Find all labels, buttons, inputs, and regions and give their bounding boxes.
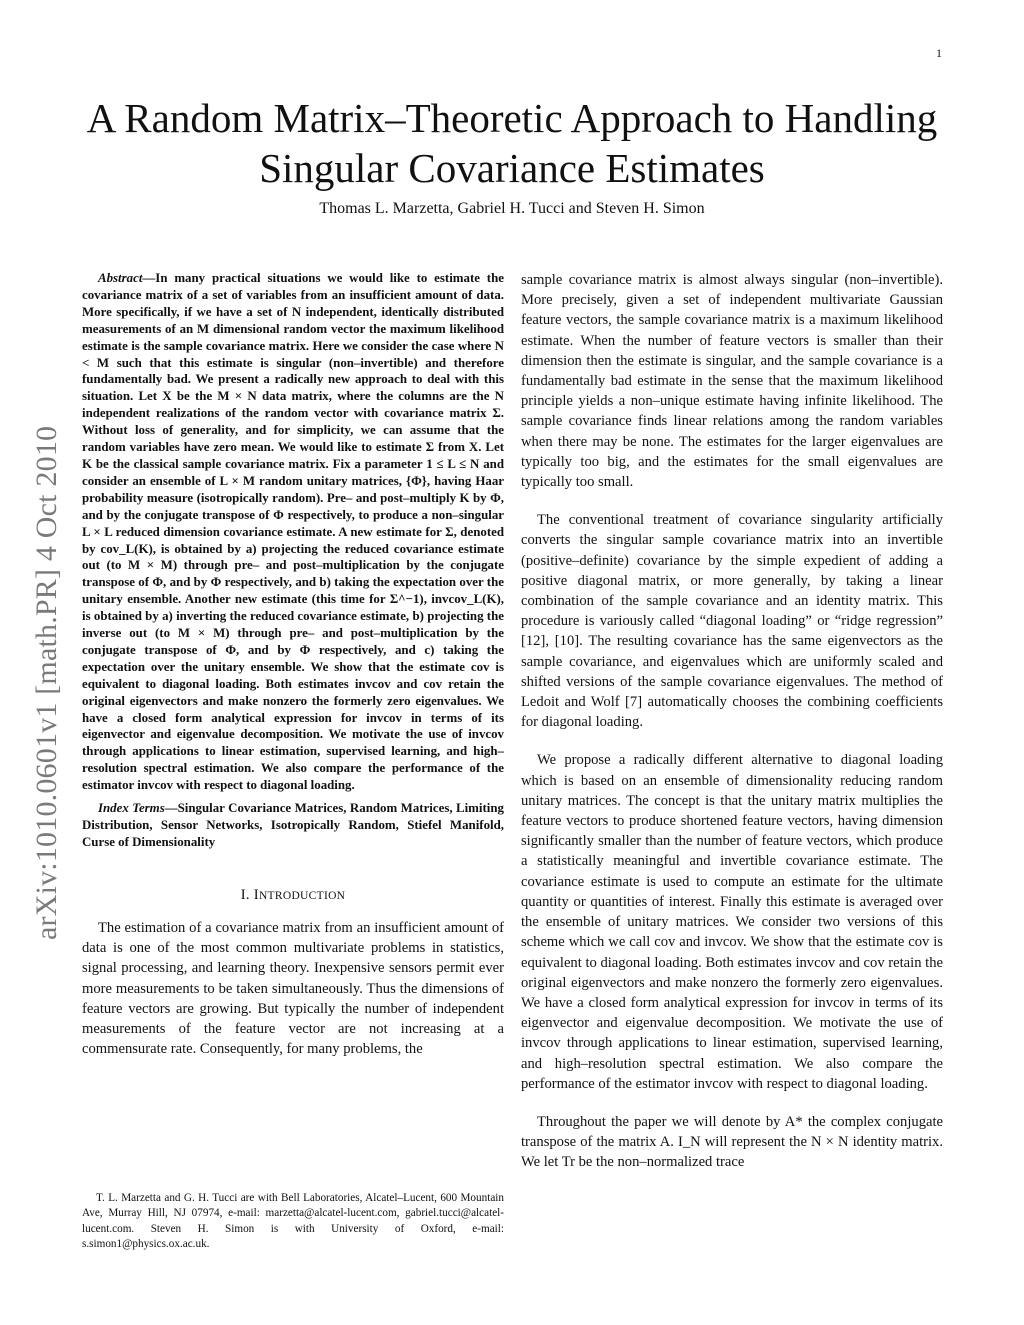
paper-title: A Random Matrix–Theoretic Approach to Handling Singular Covariance Estimates xyxy=(86,95,938,191)
author-footnote: T. L. Marzetta and G. H. Tucci are with Bell Laboratories, Alcatel–Lucent, 600 Mountain Ave, Murray Hill, NJ 07974, e-mail: marzetta@alcatel-lucent.com, gabriel.tucci@alcatel-lucent.com. Steven H. Simon is with University of Oxford, e-mail: s.simon1@physics.ox.ac.uk. xyxy=(82,1192,504,1251)
right-column xyxy=(521,270,943,1173)
abstract-text: —In many practical situations we would like to estimate the covariance matrix of a set of variables from an insufficient amount of data. More specifically, if we have a set of N independent, identically distributed measurements of an M dimensional random vector the maximum likelihood estimate is the sample covariance matrix. Here we consider the case where N < M such that this estimate is singular (non–invertible) and therefore fundamentally bad. We present a radically new approach to deal with this situation. Let X be the M × N data matrix, where the columns are the N independent realizations of the random vector with covariance matrix Σ. Without loss of generality, and for simplicity, we can assume that the random variables have zero mean. We would like to estimate Σ from X. Let K be the classical sample covariance matrix. Fix a parameter 1 ≤ L ≤ N and consider an ensemble of L × M random unitary matrices, {Φ}, having Haar probability measure (isotropically random). Pre– and post–multiply K by Φ, and by the conjugate transpose of Φ respectively, to produce a non–singular L × L reduced dimension covariance estimate. A new estimate for Σ, denoted by cov_L(K), is obtained by a) projecting the reduced covariance estimate out (to M × M) through pre– and post–multiplication by the conjugate transpose of Φ, and by Φ respectively, and b) taking the expectation over the unitary ensemble. Another new estimate (this time for Σ^−1), invcov_L(K), is obtained by a) inverting the reduced covariance estimate, b) projecting the inverse out (to M × M) through pre– and post–multiplication by the conjugate transpose of Φ, and by Φ respectively, and c) taking the expectation over the unitary ensemble. We show that the estimate cov is equivalent to diagonal loading. Both estimates invcov and cov retain the original eigenvectors and make nonzero the formerly zero eigenvalues. We have a closed form analytical expression for invcov in terms of its eigenvector and eigenvalue decomposition. We motivate the use of invcov through applications to linear estimation, supervised learning, and high–resolution spectral estimation. We also compare the performance of the estimator invcov with respect to diagonal loading. xyxy=(82,271,504,793)
paper-authors: Thomas L. Marzetta, Gabriel H. Tucci and Steven H. Simon xyxy=(319,200,705,217)
right-paragraph-1: sample covariance matrix is almost always singular (non–invertible). More precisely, given a set of independent multivariate Gaussian feature vectors, the sample covariance matrix is a maximum likelihood estimate. When the number of feature vectors is smaller than their dimension then the estimate is singular, and the sample covariance is a fundamentally bad estimate in the sense that the maximum likelihood principle yields a non–unique estimate having infinite likelihood. The sample covariance finds linear relations among the random variables when there may be none. The estimates for the larger eigenvalues are typically too big, and the estimates for the small eigenvalues are typically too small. xyxy=(521,272,943,491)
right-paragraph-2: The conventional treatment of covariance singularity artificially converts the singular sample covariance matrix into an invertible (positive–definite) covariance by the simple expedient of adding a positive diagonal matrix, or more generally, by taking a linear combination of the sample covariance and an identity matrix. This procedure is variously called “diagonal loading” or “ridge regression” [12], [10]. The resulting covariance has the same eigenvectors as the sample covariance, and eigenvalues which are uniformly scaled and shifted versions of the sample covariance eigenvalues. The method of Ledoit and Wolf [7] automatically chooses the combining coefficients for diagonal loading. xyxy=(521,512,943,731)
right-paragraph-3: We propose a radically different alternative to diagonal loading which is based on an ensemble of dimensionality reducing random unitary matrices. The concept is that the unitary matrix multiplies the feature vectors to produce shortened feature vectors, having dimension significantly smaller than the number of feature vectors, which produce a statistically meaningful and invertible covariance estimate. The covariance estimate is used to compute an estimate for the ultimate quantity or quantities of interest. Finally this estimate is averaged over the ensemble of unitary matrices. We consider two versions of this scheme which we call cov and invcov. We show that the estimate cov is equivalent to diagonal loading. Both estimates invcov and cov retain the original eigenvectors and make nonzero the formerly zero eigenvalues. We have a closed form analytical expression for invcov in terms of its eigenvector and eigenvalue decomposition. We motivate the use of invcov through applications to linear estimation, supervised learning, and high–resolution spectral estimation. We also compare the performance of the estimator invcov with respect to diagonal loading. xyxy=(521,752,943,1092)
section-number: I. xyxy=(240,886,254,903)
index-terms-text: —Singular Covariance Matrices, Random Matrices, Limiting Distribution, Sensor Networks, Isotropically Random, Stiefel Manifold, Curse of Dimensionality xyxy=(82,801,504,849)
arxiv-stamp: arXiv:1010.0601v1 [math.PR] 4 Oct 2010 xyxy=(30,425,63,940)
section-heading-introduction xyxy=(82,885,504,906)
right-paragraph-4: Throughout the paper we will denote by A* the complex conjugate transpose of the matrix A. I_N will represent the N × N identity matrix. We let Tr be the non–normalized trace xyxy=(521,1113,943,1171)
abstract xyxy=(82,270,504,794)
index-terms xyxy=(82,800,504,851)
index-terms-lead: Index Terms xyxy=(98,801,165,816)
section-rest: NTRODUCTION xyxy=(258,889,346,902)
intro-paragraph: The estimation of a covariance matrix from an insufficient amount of data is one of the most common multivariate problems in statistics, signal processing, and learning theory. Inexpensive sensors permit ever more measurements to be taken simultaneously. Thus the dimensions of feature vectors are growing. But typically the number of independent measurements of the feature vector are not increasing at a commensurate rate. Consequently, for many problems, the xyxy=(82,920,504,1058)
section-initial: I xyxy=(253,886,259,903)
left-column xyxy=(82,270,504,1059)
page-number: 1 xyxy=(936,46,942,60)
abstract-lead: Abstract xyxy=(98,271,143,285)
